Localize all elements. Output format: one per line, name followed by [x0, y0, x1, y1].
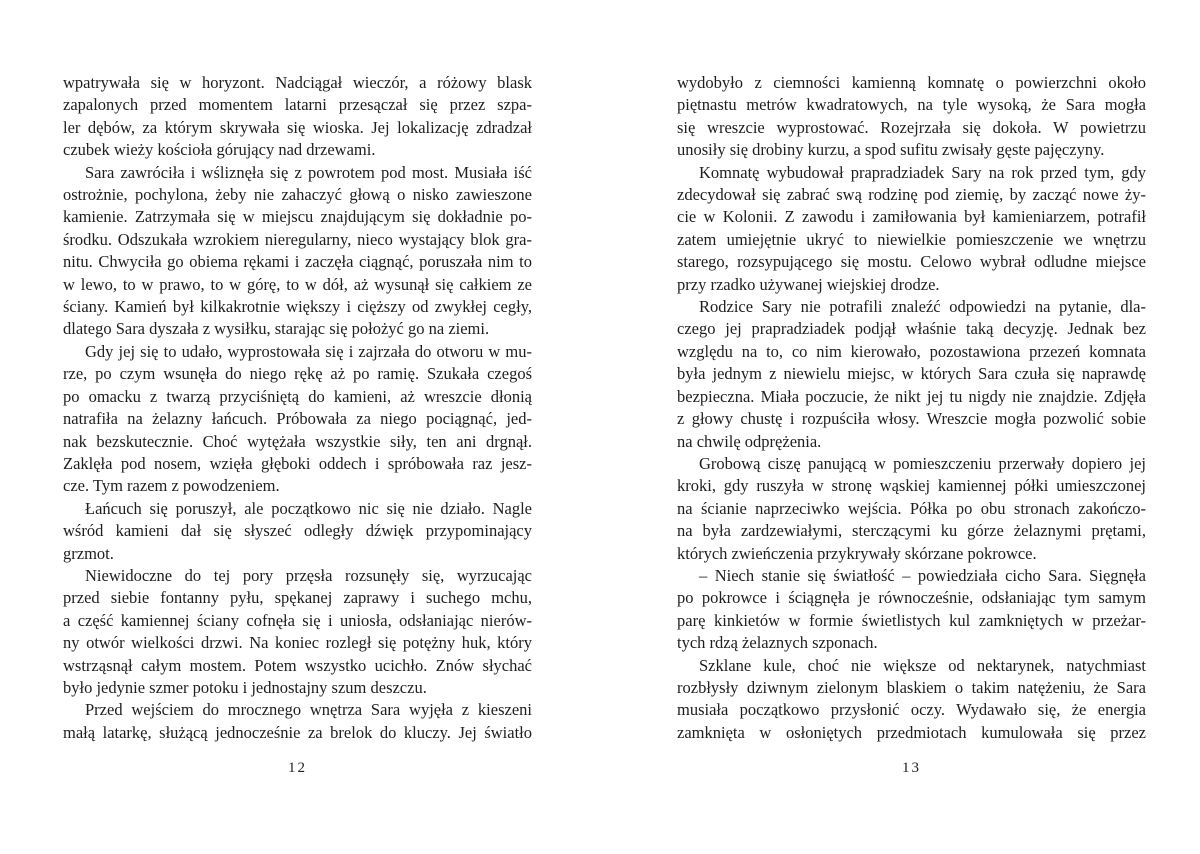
text-line: natrafiła na żelazny łańcuch. Próbowała za niego pociągnąć, jed- [63, 409, 532, 429]
text-line: przed siebie fontanny pyłu, spękanej zaprawy i suchego mchu, [63, 588, 532, 608]
text-line: zapalonych przed momentem latarni przesączał się przez szpa- [63, 95, 532, 115]
text-line: Grobową ciszę panującą w pomieszczeniu przerwały dopiero jej [699, 453, 1146, 473]
text-line: na ścianie naprzeciwko wejścia. Półka po obu stronach zakończo- [677, 498, 1146, 518]
text-line: przy rzadko używanej wiejskiej drodze. [677, 274, 940, 294]
text-line: dlatego Sara dyszała z wysiłku, starając się położyć go na ziemi. [63, 319, 490, 339]
text-line: się wreszcie wyprostować. Rozejrzała się dokoła. W powietrzu [677, 117, 1146, 137]
text-line: rze, po czym wsunęła do niego rękę aż po ramię. Szukała czegoś [63, 364, 532, 384]
page-left-text [63, 72, 532, 744]
text-line: unosiły się drobiny kurzu, a spod sufitu zwisały gęste pajęczyny. [677, 140, 1105, 160]
text-line: cze. Tym razem z powodzeniem. [63, 476, 280, 496]
text-line: środku. Odszukała wzrokiem nieregularny, nieco wystający blok gra- [63, 229, 532, 249]
text-line: kamienie. Zatrzymała się w miejscu znajdującym się dokładnie po- [63, 207, 532, 227]
page-right [677, 0, 1146, 854]
text-line: których zwieńczenia przykrywały skórzane pokrowce. [677, 543, 1037, 563]
text-line: cie w Kolonii. Z zawodu i zamiłowania był kamieniarzem, potrafił [677, 207, 1146, 227]
text-line: była jednym z niewielu miejsc, w których Sara czuła się naprawdę [677, 364, 1146, 384]
text-line: względu na to, co nim kierowało, pozostawiona przezeń komnata [677, 341, 1146, 361]
text-line: zatem umiejętnie ukryć to niewielkie pomieszczenie we wnętrzu [677, 229, 1146, 249]
text-line: wydobyło z ciemności kamienną komnatę o powierzchni około [677, 73, 1146, 92]
text-line: Przed wejściem do mrocznego wnętrza Sara wyjęła z kieszeni [85, 700, 532, 720]
page-number-left: 12 [288, 760, 307, 776]
text-line: Szklane kule, choć nie większe od nektarynek, natychmiast [699, 655, 1146, 675]
text-line: tych rdzą żelaznych szponach. [677, 633, 878, 653]
text-line: ściany. Kamień był kilkakrotnie większy i cięższy od zwykłej cegły, [63, 297, 532, 317]
text-line: zamknięta w osłoniętych przedmiotach kumulowała się przez [677, 722, 1146, 742]
paragraph [677, 453, 1146, 565]
text-line: ler dębów, za którym skrywała się wioska. Jej lokalizację zdradzał [63, 117, 532, 137]
text-line: Komnatę wybudował prapradziadek Sary na rok przed tym, gdy [699, 162, 1146, 182]
text-line: wstrząsnął całym mostem. Potem wszystko ucichło. Znów słychać [63, 655, 532, 675]
text-line: Gdy jej się to udało, wyprostowała się i zajrzała do otworu w mu- [85, 341, 532, 361]
paragraph [63, 565, 532, 699]
text-line: Rodzice Sary nie potrafili znaleźć odpowiedzi na pytanie, dla- [699, 297, 1146, 317]
text-line: nitu. Chwyciła go obiema rękami i zaczęła ciągnąć, poruszała nim to [63, 252, 532, 272]
text-line: zdecydował się zabrać swą rodzinę pod ziemię, by zacząć nowe ży- [677, 185, 1146, 205]
text-line: – Niech stanie się światłość – powiedziała cicho Sara. Sięgnęła [699, 565, 1146, 585]
text-line: nak bezskutecznie. Choć wytężała wszystkie siły, ten ani drgnął. [63, 431, 532, 451]
text-line: wpatrywała się w horyzont. Nadciągał wieczór, a różowy blask [63, 73, 532, 92]
text-line: rozbłysły dziwnym zielonym blaskiem o takim natężeniu, że Sara [677, 677, 1146, 697]
text-line: na była zardzewiałymi, sterczącymi ku górze żelaznymi prętami, [677, 521, 1146, 541]
text-line: małą latarkę, służącą jednocześnie za brelok do kluczy. Jej światło [63, 722, 532, 742]
paragraph [63, 341, 532, 498]
text-line: Łańcuch się poruszył, ale początkowo nic się nie działo. Nagle [85, 498, 532, 518]
text-line: z głowy chustę i rozpuściła włosy. Wreszcie mogła pozwolić sobie [677, 409, 1146, 429]
text-line: w lewo, to w prawo, to w górę, to w dół, aż wysunął się całkiem ze [63, 274, 532, 294]
paragraph [677, 655, 1146, 745]
text-line: po pokrowce i ściągnęła je równocześnie, odsłaniając tym samym [677, 588, 1146, 608]
text-line: starego, rozsypującego się mostu. Celowo wybrał odludne miejsce [677, 252, 1146, 272]
paragraph [677, 72, 1146, 162]
paragraph [677, 162, 1146, 296]
paragraph [63, 162, 532, 341]
paragraph [677, 565, 1146, 655]
paragraph [63, 72, 532, 162]
text-line: Sara zawróciła i wśliznęła się z powrotem pod most. Musiała iść [85, 162, 532, 182]
text-line: ostrożnie, pochylona, żeby nie zahaczyć głową o nisko zawieszone [63, 185, 532, 205]
text-line: grzmot. [63, 543, 114, 563]
text-line: kroki, gdy ruszyła w stronę wąskiej kamiennej półki umieszczonej [677, 476, 1146, 496]
paragraph [63, 699, 532, 744]
text-line: po omacku z twarzą przyciśniętą do kamieni, aż wreszcie dłonią [63, 386, 532, 406]
text-line: Niewidoczne do tej pory przęsła rozsunęły się, wyrzucając [85, 565, 532, 585]
page-right-text [677, 72, 1146, 744]
text-line: Zaklęła pod nosem, wzięła głęboki oddech i spróbowała raz jesz- [63, 453, 532, 473]
text-line: było jedynie szmer potoku i jednostajny szum deszczu. [63, 677, 427, 697]
text-line: bezpieczna. Miała poczucie, że nikt jej tu nigdy nie znajdzie. Zdjęła [677, 386, 1146, 406]
page-number-right: 13 [902, 760, 921, 776]
text-line: czego jej prapradziadek podjął właśnie taką decyzję. Jednak bez [677, 319, 1146, 339]
text-line: ny otwór wielkości drzwi. Na koniec rozległ się potężny huk, który [63, 633, 532, 653]
text-line: piętnastu metrów kwadratowych, na tyle wysoką, że Sara mogła [677, 95, 1146, 115]
text-line: a część kamiennej ściany cofnęła się i uniosła, odsłaniając nierów- [63, 610, 532, 630]
paragraph [677, 296, 1146, 453]
paragraph [63, 498, 532, 565]
text-line: na chwilę odprężenia. [677, 431, 822, 451]
text-line: musiała początkowo przysłonić oczy. Wydawało się, że energia [677, 700, 1146, 720]
page-left [63, 0, 532, 854]
text-line: czubek wieży kościoła górujący nad drzewami. [63, 140, 376, 160]
text-line: parę kinkietów w formie świetlistych kul zamkniętych w przeżar- [677, 610, 1146, 630]
text-line: wśród kamieni dał się słyszeć odległy dźwięk przypominający [63, 521, 532, 541]
